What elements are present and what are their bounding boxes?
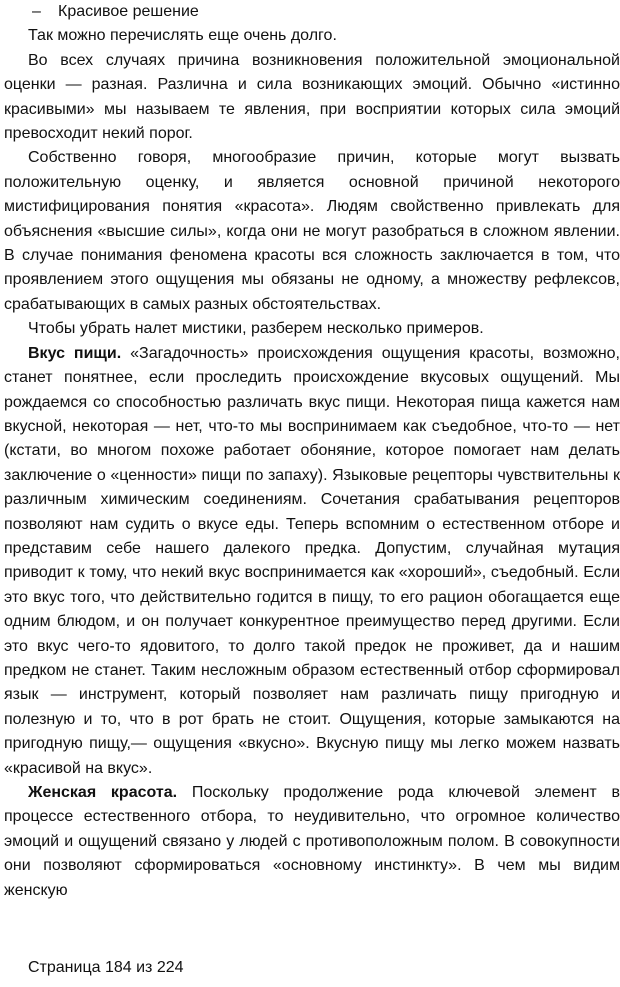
paragraph-text: Чтобы убрать налет мистики, разберем несколько примеров. (28, 320, 484, 338)
paragraph-lead-taste: Вкус пищи. (28, 344, 122, 362)
paragraph-text: «Загадочность» происхождения ощущения красоты, возможно, станет понятнее, если проследить происхождение вкусовых ощущений. Мы рождаемся со способностью различать вкус пищи. Некоторая пища кажется нам вкусной, некоторая — нет, что-то мы воспринимаем как съедобное, что-то — нет (кстати, во многом похоже работает обоняние, которое помогает нам делать заключение о «ценности» пищи по запаху). Языковые рецепторы чувствительны к различным химическим соединениям. Сочетания срабатывания рецепторов позволяют нам судить о вкусе еды. Теперь вспомним о естественном отборе и представим себе нашего далекого предка. Допустим, случайная мутация приводит к тому, что некий вкус воспринимается как «хороший», съедобный. Если это вкус того, что действительно годится в пищу, то его рацион обогащается еще одним блюдом, и он получает конкурентное преимущество перед другими. Если это вкус чего-то ядовитого, то долго такой предок не проживет, да и нашим предком не станет. Таким несложным образом естественный отбор сформировал язык — инструмент, который позволяет нам различать пищу пригодную и полезную и то, что в рот брать не стоит. Ощущения, которые замыкаются на пригодную пищу,— ощущения «вкусно». Вкусную пищу мы легко можем назвать «красивой на вкус». (4, 344, 620, 777)
paragraph-intro (4, 24, 620, 48)
paragraph-lead-female-beauty: Женская красота. (28, 784, 178, 801)
paragraph-female-beauty (4, 781, 620, 903)
paragraph-causes (4, 49, 620, 147)
page-number: Страница 184 из 224 (28, 959, 184, 976)
paragraph-text: Собственно говоря, многообразие причин, которые могут вызвать положительную оценку, и является основной причиной некоторого мистифицирования понятия «красота». Людям свойственно привлекать для объяснения «высшие силы», когда они не могут разобраться в сложном явлении. В случае понимания феномена красоты вся сложность заключается в том, что проявлением этого ощущения мы обязаны не одному, а множеству рефлексов, срабатывающих в самых разных обстоятельствах. (4, 149, 620, 313)
list-item-text: Красивое решение (58, 3, 199, 20)
body-text (4, 0, 620, 903)
list-dash: – (32, 3, 41, 20)
paragraph-text: Во всех случаях причина возникновения положительной эмоциональной оценки — разная. Различна и сила возникающих эмоций. Обычно «истинно красивыми» мы называем те явления, при восприятии которых сила эмоций превосходит некий порог. (4, 51, 620, 143)
list-item (4, 0, 620, 24)
paragraph-taste (4, 342, 620, 781)
paragraph-examples (4, 317, 620, 341)
paragraph-text: Поскольку продолжение рода ключевой элемент в процессе естественного отбора, то неудивительно, что огромное количество эмоций и ощущений связано у людей с противоположным полом. В совокупности они позволяют сформироваться «основному инстинкту». В чем мы видим женскую (4, 784, 620, 899)
paragraph-text: Так можно перечислять еще очень долго. (28, 27, 337, 45)
paragraph-mystification (4, 146, 620, 317)
